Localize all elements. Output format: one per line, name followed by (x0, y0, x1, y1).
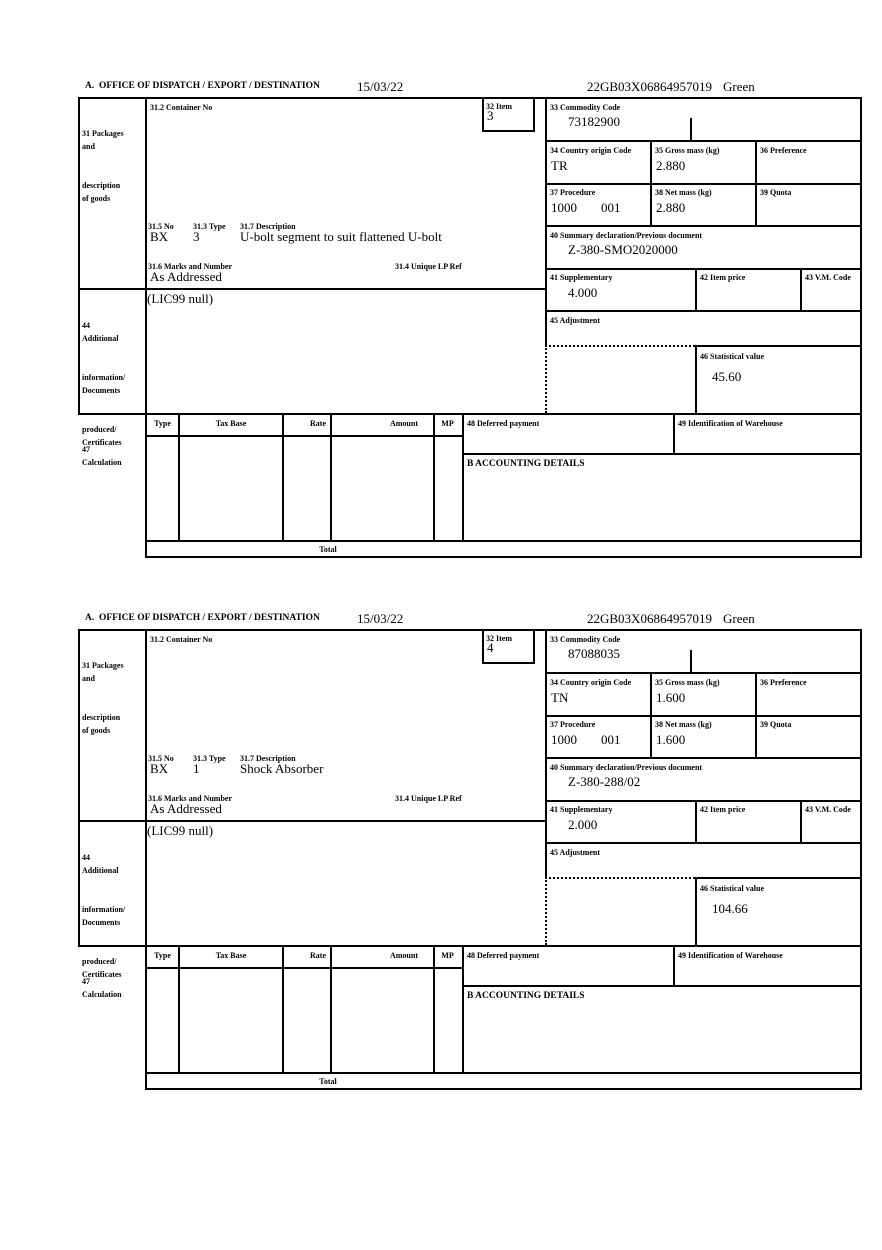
box47-label: 47 Calculation (82, 977, 122, 999)
supplementary-value: 2.000 (568, 817, 598, 832)
box31-label: 31 Packages and description of goods (82, 661, 124, 735)
divider-label-column (145, 629, 147, 1090)
box32-left (482, 97, 484, 132)
calc-col-type-right (178, 945, 180, 1072)
calc-total-label: Total (319, 545, 337, 554)
item-form-grid (78, 97, 862, 558)
col-line-35 (650, 672, 652, 759)
previous-document-value: Z-380-288/02 (568, 774, 641, 789)
package-kind-value: BX (150, 229, 169, 244)
commodity-code-value: 73182900 (568, 114, 620, 129)
gross-mass-value: 2.880 (656, 158, 686, 173)
box43-label: 43 V.M. Code (805, 273, 851, 282)
divider-above-total (145, 540, 862, 542)
box42-label: 42 Item price (700, 805, 746, 814)
calc-header-bottom (145, 967, 464, 969)
box46-left (695, 345, 697, 413)
row-line-41 (545, 310, 862, 312)
procedure-extra-value: 001 (601, 732, 621, 747)
routing-status: Green (723, 611, 755, 626)
col-line-42 (695, 268, 697, 312)
divider-above-calculation (78, 945, 862, 947)
marks-value: As Addressed (150, 269, 222, 284)
goods-description-value: Shock Absorber (240, 761, 324, 776)
row-line-40 (545, 800, 862, 802)
box49-label: 49 Identification of Warehouse (678, 951, 783, 960)
box32-bottom (482, 130, 535, 132)
divider-above-calculation (78, 413, 862, 415)
statistical-value: 104.66 (712, 901, 748, 916)
box32-label: 32 Item (486, 634, 512, 643)
dispatch-date: 15/03/22 (357, 611, 404, 626)
calc-col-rate-right (330, 413, 332, 540)
col-line-43 (800, 800, 802, 844)
box44-label: 44 Additional information/ Documents produced/ Certificates (82, 853, 126, 979)
col-line-36 (755, 672, 757, 759)
divider-label-column (145, 97, 147, 558)
calc-col-type-header: Type (154, 419, 171, 428)
procedure-extra-value: 001 (601, 200, 621, 215)
calc-col-mp-header: MP (441, 951, 454, 960)
box315-label: 31.5 No (148, 222, 174, 231)
previous-document-value: Z-380-SMO2020000 (568, 242, 678, 257)
box32-right (533, 97, 535, 132)
calc-total-label: Total (319, 1077, 337, 1086)
box316-label: 31.6 Marks and Number (148, 262, 233, 271)
declaration-item-block (0, 612, 882, 1090)
box36-label: 36 Preference (760, 146, 807, 155)
dotted-divider-vertical (545, 345, 547, 413)
box313-label: 31.3 Type (193, 754, 226, 763)
box32-right (533, 629, 535, 664)
box37-label: 37 Procedure (550, 720, 596, 729)
box41-label: 41 Supplementary (550, 805, 613, 814)
net-mass-value: 1.600 (656, 732, 686, 747)
box34-label: 34 Country origin Code (550, 678, 632, 687)
box37-label: 37 Procedure (550, 188, 596, 197)
box48-49-divider (673, 413, 675, 453)
box46-label: 46 Statistical value (700, 352, 764, 361)
box35-label: 35 Gross mass (kg) (655, 678, 720, 687)
box313-label: 31.3 Type (193, 222, 226, 231)
dotted-divider-vertical (545, 877, 547, 945)
package-count-value: 3 (193, 229, 200, 244)
calc-col-amount-right (433, 945, 435, 1072)
row-line-34 (545, 715, 862, 717)
gross-mass-value: 1.600 (656, 690, 686, 705)
divider-above-total (145, 1072, 862, 1074)
box38-label: 38 Net mass (kg) (655, 720, 712, 729)
box46-top (695, 345, 862, 347)
box45-label: 45 Adjustment (550, 848, 601, 857)
box45-label: 45 Adjustment (550, 316, 601, 325)
item-number-value: 4 (487, 640, 494, 655)
commodity-code-value: 87088035 (568, 646, 620, 661)
calc-col-amount-right (433, 413, 435, 540)
dotted-divider-horizontal (545, 345, 695, 347)
calc-col-amount-header: Amount (389, 419, 418, 428)
box314-label: 31.4 Unique LP Ref (395, 794, 462, 803)
border-right (860, 97, 862, 558)
box46-left (695, 877, 697, 945)
row-line-41 (545, 842, 862, 844)
declaration-reference: 22GB03X06864957019 (587, 79, 712, 94)
statistical-value: 45.60 (712, 369, 742, 384)
row-line-33 (545, 672, 862, 674)
calc-col-type-header: Type (154, 951, 171, 960)
box46-label: 46 Statistical value (700, 884, 764, 893)
divider-above-box44 (78, 288, 547, 290)
commodity-code-separator (690, 118, 692, 142)
col-line-42 (695, 800, 697, 844)
goods-description-value: U-bolt segment to suit flattened U-bolt (240, 229, 442, 244)
border-top (78, 97, 862, 99)
box38-label: 38 Net mass (kg) (655, 188, 712, 197)
calc-col-type-right (178, 413, 180, 540)
country-origin-value: TN (551, 690, 569, 705)
box32-bottom (482, 662, 535, 664)
row-line-34 (545, 183, 862, 185)
calc-col-amount-header: Amount (389, 951, 418, 960)
box36-label: 36 Preference (760, 678, 807, 687)
box317-label: 31.7 Description (240, 754, 296, 763)
declaration-item-block (0, 80, 882, 558)
col-line-35 (650, 140, 652, 227)
calc-col-taxbase-right (282, 413, 284, 540)
calc-col-taxbase-right (282, 945, 284, 1072)
box316-label: 31.6 Marks and Number (148, 794, 233, 803)
box46-top (695, 877, 862, 879)
border-left (78, 629, 80, 947)
box48-label: 48 Deferred payment (467, 419, 540, 428)
box33-label: 33 Commodity Code (550, 103, 621, 112)
calc-col-taxbase-header: Tax Base (215, 951, 247, 960)
box48-label: 48 Deferred payment (467, 951, 540, 960)
dispatch-date: 15/03/22 (357, 79, 404, 94)
box34-label: 34 Country origin Code (550, 146, 632, 155)
calc-col-taxbase-header: Tax Base (215, 419, 247, 428)
calc-header-bottom (145, 435, 464, 437)
box40-label: 40 Summary declaration/Previous document (550, 231, 703, 240)
box44-label: 44 Additional information/ Documents produced/ Certificates (82, 321, 126, 447)
box42-label: 42 Item price (700, 273, 746, 282)
box35-label: 35 Gross mass (kg) (655, 146, 720, 155)
item-number-value: 3 (487, 108, 494, 123)
box32-left (482, 629, 484, 664)
procedure-value: 1000 (551, 732, 577, 747)
box317-label: 31.7 Description (240, 222, 296, 231)
box31-label: 31 Packages and description of goods (82, 129, 124, 203)
box33-label: 33 Commodity Code (550, 635, 621, 644)
box314-label: 31.4 Unique LP Ref (395, 262, 462, 271)
box312-label: 31.2 Container No (150, 103, 213, 112)
box47-label: 47 Calculation (82, 445, 122, 467)
box49-label: 49 Identification of Warehouse (678, 419, 783, 428)
office-of-dispatch-header: A. OFFICE OF DISPATCH / EXPORT / DESTINATION (85, 81, 320, 91)
calc-col-mp-right (462, 945, 464, 1072)
declaration-reference: 22GB03X06864957019 (587, 611, 712, 626)
calc-col-mp-header: MP (441, 419, 454, 428)
border-bottom (145, 556, 862, 558)
border-bottom (145, 1088, 862, 1090)
dotted-divider-horizontal (545, 877, 695, 879)
additional-info-value: (LIC99 null) (147, 291, 214, 306)
calc-col-rate-header: Rate (310, 419, 326, 428)
row-line-37 (545, 757, 862, 759)
box41-label: 41 Supplementary (550, 273, 613, 282)
box43-label: 43 V.M. Code (805, 805, 851, 814)
item-form-grid (78, 629, 862, 1090)
procedure-value: 1000 (551, 200, 577, 215)
calc-col-rate-header: Rate (310, 951, 326, 960)
net-mass-value: 2.880 (656, 200, 686, 215)
border-left (78, 97, 80, 415)
divider-above-box44 (78, 820, 547, 822)
box32-label: 32 Item (486, 102, 512, 111)
package-kind-value: BX (150, 761, 169, 776)
row-line-40 (545, 268, 862, 270)
accounting-details-header: B ACCOUNTING DETAILS (467, 459, 585, 469)
box315-label: 31.5 No (148, 754, 174, 763)
routing-status: Green (723, 79, 755, 94)
border-right (860, 629, 862, 1090)
calc-col-rate-right (330, 945, 332, 1072)
row-line-33 (545, 140, 862, 142)
box39-label: 39 Quota (760, 188, 792, 197)
calc-col-mp-right (462, 413, 464, 540)
supplementary-value: 4.000 (568, 285, 598, 300)
row-line-37 (545, 225, 862, 227)
box312-label: 31.2 Container No (150, 635, 213, 644)
office-of-dispatch-header: A. OFFICE OF DISPATCH / EXPORT / DESTINATION (85, 613, 320, 623)
additional-info-value: (LIC99 null) (147, 823, 214, 838)
box48-bottom (462, 985, 862, 987)
col-line-36 (755, 140, 757, 227)
box48-49-divider (673, 945, 675, 985)
commodity-code-separator (690, 650, 692, 674)
box39-label: 39 Quota (760, 720, 792, 729)
country-origin-value: TR (551, 158, 568, 173)
accounting-details-header: B ACCOUNTING DETAILS (467, 991, 585, 1001)
package-count-value: 1 (193, 761, 200, 776)
col-line-43 (800, 268, 802, 312)
marks-value: As Addressed (150, 801, 222, 816)
box48-bottom (462, 453, 862, 455)
box40-label: 40 Summary declaration/Previous document (550, 763, 703, 772)
border-top (78, 629, 862, 631)
